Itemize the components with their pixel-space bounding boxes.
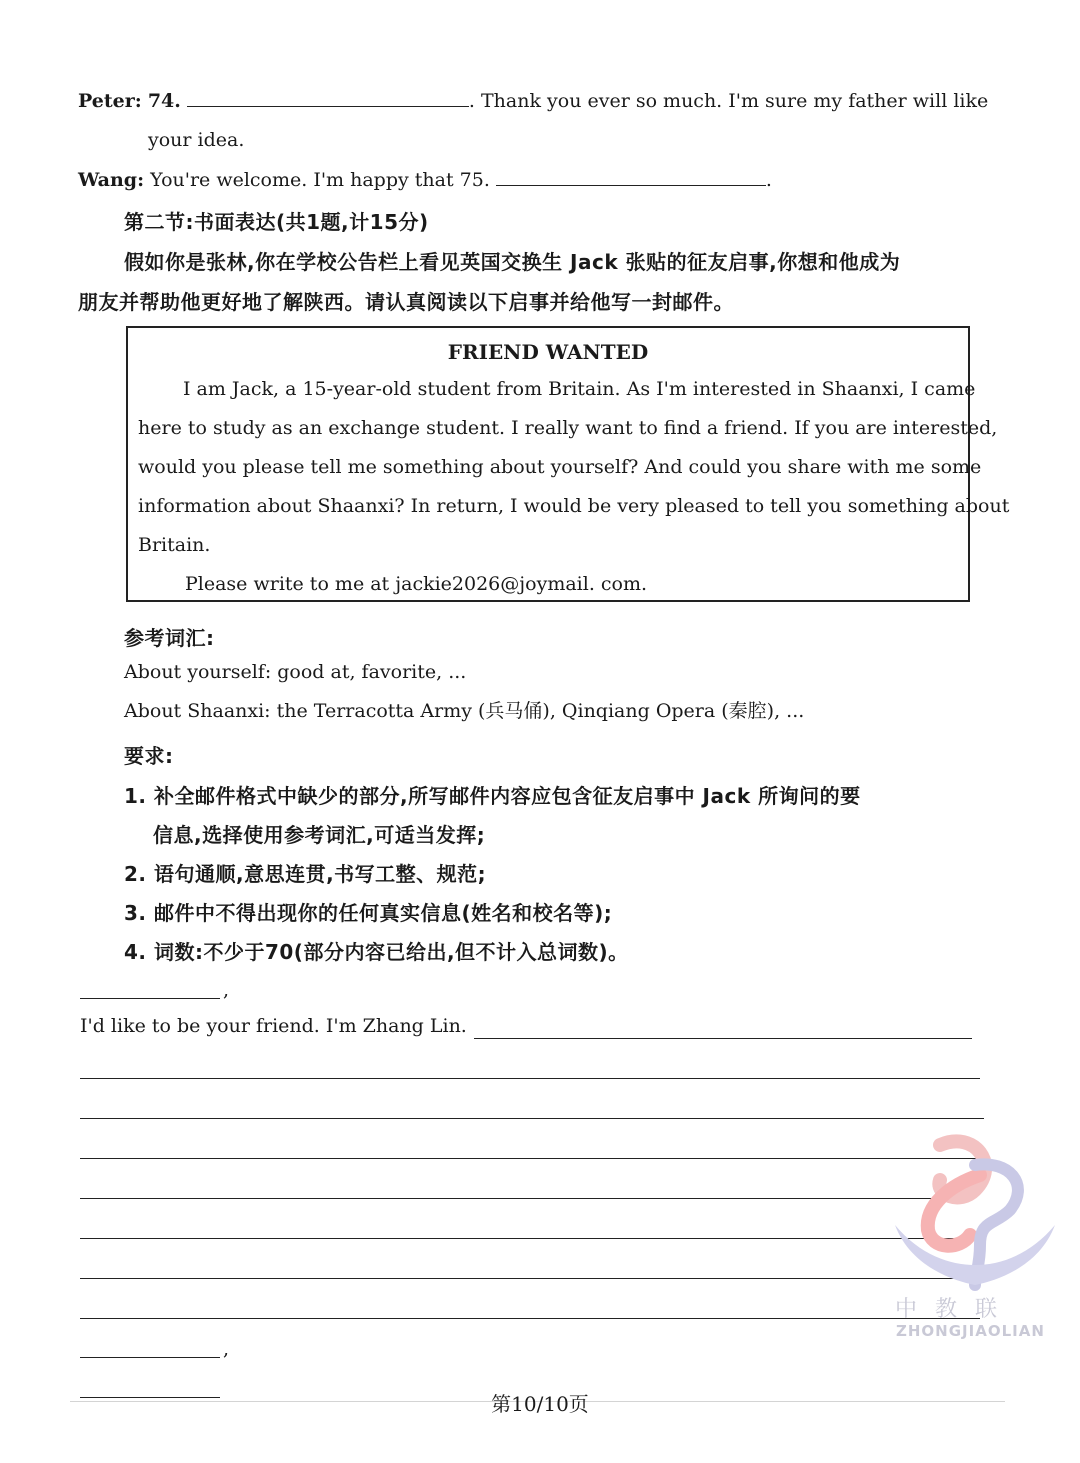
peter-speaker: Peter: <box>78 90 142 112</box>
requirement-item-cont: 信息,选择使用参考词汇,可适当发挥; <box>153 823 486 847</box>
answer-blank-74[interactable] <box>187 105 469 107</box>
section-intro-1: 假如你是张林,你在学校公告栏上看见英国交换生 Jack 张贴的征友启事,你想和他成为 <box>124 250 901 274</box>
section-heading: 第二节:书面表达(共1题,计15分) <box>124 210 429 234</box>
notice-line: would you please tell me something about yourself? And could you share with me some <box>138 456 982 478</box>
notice-line: information about Shaanxi? In return, I would be very pleased to tell you something about <box>138 495 1010 517</box>
question-74-number: 74. <box>147 90 181 112</box>
answer-blank-75[interactable] <box>496 184 766 186</box>
writing-line[interactable] <box>80 1078 980 1079</box>
writing-line[interactable] <box>80 1158 976 1159</box>
closing-comma: , <box>223 1338 230 1360</box>
writing-line[interactable] <box>474 1038 972 1039</box>
wang-text: You're welcome. I'm happy that 75. <box>150 169 490 191</box>
greeting-comma: , <box>223 979 230 1001</box>
vocab-heading: 参考词汇: <box>124 626 215 650</box>
peter-line-cont: your idea. <box>148 129 245 151</box>
requirements-heading: 要求: <box>124 744 174 768</box>
wang-period: . <box>765 169 772 191</box>
wang-speaker: Wang: <box>78 169 145 191</box>
vocab-about-yourself: About yourself: good at, favorite, ... <box>124 661 467 683</box>
writing-line[interactable] <box>80 1118 984 1119</box>
requirement-item: 4. 词数:不少于70(部分内容已给出,但不计入总词数)。 <box>124 940 629 964</box>
writing-line[interactable] <box>80 1198 974 1199</box>
letter-opening: I'd like to be your friend. I'm Zhang Lin. <box>80 1015 467 1037</box>
requirement-item: 2. 语句通顺,意思连贯,书写工整、规范; <box>124 862 487 886</box>
writing-line[interactable] <box>80 1318 980 1319</box>
notice-email-line: Please write to me at jackie2026@joymail. com. <box>185 573 648 595</box>
writing-line[interactable] <box>80 1238 978 1239</box>
watermark-cn: 中教联 <box>895 1297 1016 1322</box>
closing-blank[interactable] <box>80 1357 220 1358</box>
section-intro-2: 朋友并帮助他更好地了解陕西。请认真阅读以下启事并给他写一封邮件。 <box>78 290 734 314</box>
page-number: 第10/10页 <box>491 1392 589 1416</box>
notice-title: FRIEND WANTED <box>447 340 649 364</box>
peter-text: . Thank you ever so much. I'm sure my father will like <box>468 90 989 112</box>
friend-wanted-notice <box>126 326 1010 602</box>
wang-line <box>78 171 772 190</box>
notice-line: I am Jack, a 15-year-old student from Britain. As I'm interested in Shaanxi, I came <box>183 378 976 400</box>
writing-line[interactable] <box>80 1278 980 1279</box>
watermark-en: ZHONGJIAOLIAN <box>896 1322 1045 1340</box>
greeting-blank[interactable] <box>80 998 220 999</box>
peter-line <box>78 92 988 111</box>
notice-line: here to study as an exchange student. I really want to find a friend. If you are interested, <box>138 417 998 439</box>
vocab-about-shaanxi: About Shaanxi: the Terracotta Army (兵马俑), Qinqiang Opera (秦腔), ... <box>124 700 805 722</box>
requirement-item: 3. 邮件中不得出现你的任何真实信息(姓名和校名等); <box>124 901 613 925</box>
notice-line: Britain. <box>138 534 211 556</box>
requirement-item: 1. 补全邮件格式中缺少的部分,所写邮件内容应包含征友启事中 Jack 所询问的要 <box>124 784 861 808</box>
